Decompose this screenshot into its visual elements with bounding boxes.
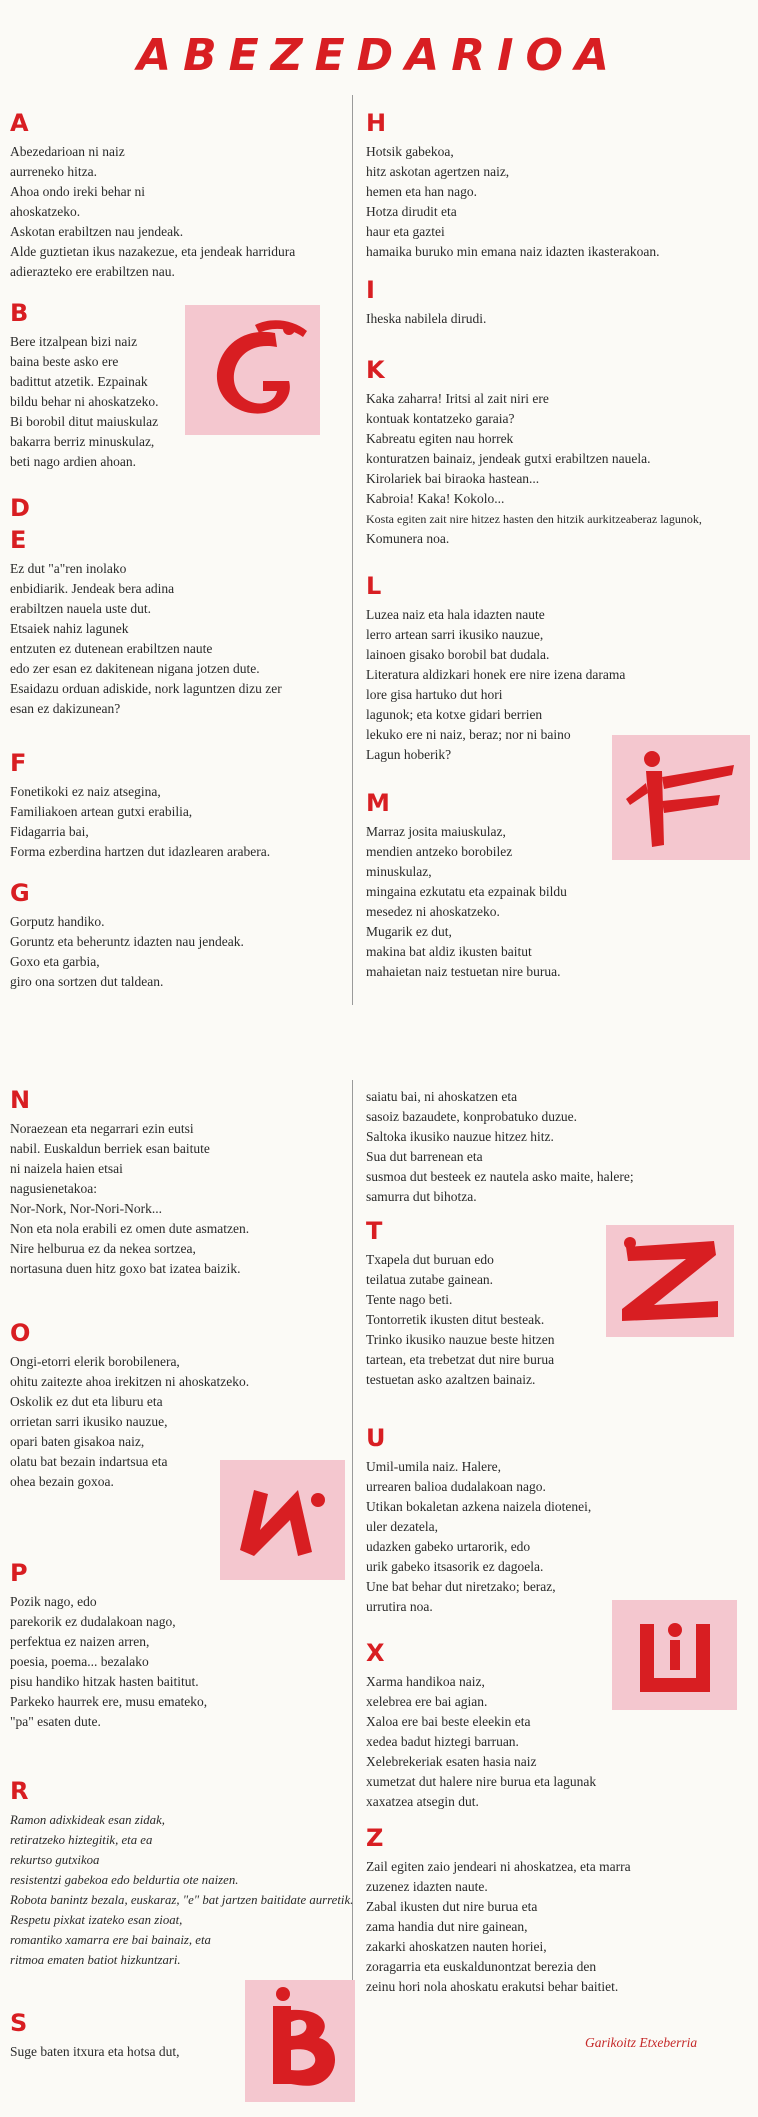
text-line: romantiko xamarra ere bai bainaiz, eta	[10, 1933, 211, 1947]
letter-p: P	[10, 1559, 28, 1587]
text-line: hamaika buruko min emana naiz idazten ikasterakoan.	[366, 244, 660, 259]
entry-a	[10, 110, 295, 282]
letter-h: H	[366, 109, 387, 137]
text-line: Marraz josita maiuskulaz,	[366, 824, 506, 839]
text-line: adierazteko ere erabiltzen nau.	[10, 264, 175, 279]
entry-o-text	[10, 1352, 249, 1492]
page-two	[0, 1060, 758, 2117]
entry-o	[10, 1320, 249, 1492]
entry-l-text	[366, 605, 625, 765]
text-line: nortasuna duen hitz goxo bat izatea baizik.	[10, 1261, 241, 1276]
text-line: hemen eta han nago.	[366, 184, 477, 199]
text-line: Bere itzalpean bizi naiz	[10, 334, 138, 349]
text-line: makina bat aldiz ikusten baitut	[366, 944, 532, 959]
text-line: zeinu hori nola ahoskatu erakutsi behar baitiet.	[366, 1979, 619, 1994]
text-line: zama handia dut nire gainean,	[366, 1919, 528, 1934]
text-line: zakarki ahoskatzen nauten horiei,	[366, 1939, 547, 1954]
text-line: teilatua zutabe gainean.	[366, 1272, 494, 1287]
entry-b-text	[10, 332, 158, 472]
text-line: nabil. Euskaldun berriek esan baitute	[10, 1141, 210, 1156]
text-line: badittut atzetik. Ezpainak	[10, 374, 148, 389]
letter-n: N	[10, 1086, 31, 1114]
text-line: urik gabeko itsasorik ez dagoela.	[366, 1559, 544, 1574]
entry-z-text	[366, 1857, 631, 1997]
letter-b: B	[10, 299, 29, 327]
text-line: perfektua ez naizen arren,	[10, 1634, 150, 1649]
text-line: Forma ezberdina hartzen dut idazlearen arabera.	[10, 844, 271, 859]
entry-i-text	[366, 309, 486, 329]
text-line: haur eta gaztei	[366, 224, 445, 239]
text-line: Trinko ikusiko nauzue beste hitzen	[366, 1332, 555, 1347]
column-divider	[352, 95, 353, 1005]
text-line: Etsaiek nahiz lagunek	[10, 621, 129, 636]
entry-p-text	[10, 1592, 207, 1732]
letter-m: M	[366, 789, 390, 817]
letter-n-illustration	[220, 1460, 345, 1580]
text-line: Respetu pixkat izateko esan zioat,	[10, 1913, 183, 1927]
text-line: hitz askotan agertzen naiz,	[366, 164, 510, 179]
entry-u	[366, 1425, 591, 1617]
text-line: Mugarik ez dut,	[366, 924, 452, 939]
text-line: olatu bat bezain indartsua eta	[10, 1454, 168, 1469]
letter-k: K	[366, 356, 385, 384]
text-line: Ramon adixkideak esan zidak,	[10, 1813, 165, 1827]
text-line: testuetan asko azaltzen bainaiz.	[366, 1372, 536, 1387]
text-line: ritmoa ematen batiot hizkuntzari.	[10, 1953, 181, 1967]
g-figure-icon	[185, 305, 320, 435]
b-figure-icon	[245, 1980, 355, 2102]
entry-t-text	[366, 1250, 554, 1390]
text-line: xumetzat dut halere nire burua eta lagunak	[366, 1774, 597, 1789]
z-figure-icon	[606, 1225, 734, 1337]
letter-g: G	[10, 879, 30, 907]
text-line: parekorik ez dudalakoan nago,	[10, 1614, 176, 1629]
text-line: Zail egiten zaio jendeari ni ahoskatzea, eta marra	[366, 1859, 631, 1874]
text-line: resistentzi gabekoa edo beldurtia ote naizen.	[10, 1873, 239, 1887]
letter-e: E	[10, 526, 27, 554]
text-line: Abezedarioan ni naiz	[10, 144, 125, 159]
text-line: Lagun hoberik?	[366, 747, 452, 762]
entry-e-text	[10, 559, 282, 719]
text-line: Kabroia! Kaka! Kokolo...	[366, 491, 505, 506]
text-line: Ez dut "a"ren inolako	[10, 561, 127, 576]
text-line: baina beste asko ere	[10, 354, 119, 369]
text-line: sasoiz bazaudete, konprobatuko duzue.	[366, 1109, 578, 1124]
text-line: enbidiarik. Jendeak bera adina	[10, 581, 175, 596]
entry-n	[10, 1087, 249, 1279]
text-line: Fonetikoki ez naiz atsegina,	[10, 784, 161, 799]
text-line: Alde guztietan ikus nazakezue, eta jendeak harridura	[10, 244, 296, 259]
text-line: edo zer esan ez dakitenean nigana jotzen dute.	[10, 661, 260, 676]
text-line: Familiakoen artean gutxi erabilia,	[10, 804, 193, 819]
f-figure-icon	[612, 735, 750, 860]
text-line: zoragarria eta euskaldunontzat berezia den	[366, 1959, 597, 1974]
entry-z	[366, 1825, 631, 1997]
author-signature: Garikoitz Etxeberria	[585, 2035, 698, 2050]
page-title: ABEZEDARIOA	[137, 30, 621, 81]
text-line: Non eta nola erabili ez omen dute asmatzen.	[10, 1221, 250, 1236]
entry-s-continued	[366, 1087, 634, 1207]
entry-s	[10, 2010, 179, 2062]
text-line: Pozik nago, edo	[10, 1594, 97, 1609]
text-line: xedea badut hiztegi barruan.	[366, 1734, 519, 1749]
text-line: Sua dut barrenean eta	[366, 1149, 483, 1164]
text-line: pisu handiko hitzak hasten baititut.	[10, 1674, 199, 1689]
entry-u-text	[366, 1457, 591, 1617]
text-line: esan ez dakizunean?	[10, 701, 121, 716]
text-line: Zabal ikusten dut nire burua eta	[366, 1899, 538, 1914]
entry-k-text	[366, 389, 702, 549]
text-line: lekuko ere ni naiz, beraz; nor ni baino	[366, 727, 571, 742]
text-line: Xaloa ere bai beste eleekin eta	[366, 1714, 531, 1729]
entry-r	[10, 1778, 353, 1970]
text-line: tartean, eta trebetzat dut nire burua	[366, 1352, 555, 1367]
entry-x	[366, 1640, 596, 1812]
text-line: mesedez ni ahoskatzeko.	[366, 904, 500, 919]
text-line: Kaka zaharra! Iritsi al zait niri ere	[366, 391, 549, 406]
text-line: lagunok; eta kotxe gidari berrien	[366, 707, 543, 722]
text-line: Une bat behar dut niretzako; beraz,	[366, 1579, 556, 1594]
text-line: Ongi-etorri elerik borobilenera,	[10, 1354, 180, 1369]
text-line: Goxo eta garbia,	[10, 954, 100, 969]
text-line: lainoen gisako borobil bat dudala.	[366, 647, 550, 662]
entry-a-text	[10, 142, 295, 282]
text-line: "pa" esaten dute.	[10, 1714, 101, 1729]
letter-d: D	[10, 494, 30, 522]
text-line: ni naizela haien etsai	[10, 1161, 123, 1176]
letter-g-illustration	[185, 305, 320, 435]
letter-f: F	[10, 749, 27, 777]
entry-x-text	[366, 1672, 596, 1812]
entry-t	[366, 1218, 554, 1390]
text-line: giro ona sortzen dut taldean.	[10, 974, 164, 989]
text-line: urrearen balioa dudalakoan nago.	[366, 1479, 546, 1494]
entry-m	[366, 790, 567, 982]
text-line: minuskulaz,	[366, 864, 432, 879]
text-line: orrietan sarri ikusiko nauzue,	[10, 1414, 168, 1429]
text-line: Kosta egiten zait nire hitzez hasten den hitzik aurkitzeaberaz lagunok,	[366, 512, 702, 526]
text-line: Noraezean eta negarrari ezin eutsi	[10, 1121, 194, 1136]
entry-k	[366, 357, 702, 549]
text-line: Komunera noa.	[366, 531, 450, 546]
text-line: Iheska nabilela dirudi.	[366, 311, 487, 326]
text-line: Askotan erabiltzen nau jendeak.	[10, 224, 184, 239]
text-line: nagusienetakoa:	[10, 1181, 97, 1196]
text-line: ohitu zaitezte ahoa irekitzen ni ahoskatzeko.	[10, 1374, 250, 1389]
letter-t: T	[366, 1217, 383, 1245]
text-line: Umil-umila naiz. Halere,	[366, 1459, 501, 1474]
text-line: Suge baten itxura eta hotsa dut,	[10, 2044, 180, 2059]
letter-s: S	[10, 2009, 28, 2037]
entry-f-text	[10, 782, 270, 862]
text-line: Parkeko haurrek ere, musu emateko,	[10, 1694, 208, 1709]
letter-o: O	[10, 1319, 31, 1347]
text-line: opari baten gisakoa naiz,	[10, 1434, 145, 1449]
page-one	[0, 95, 758, 1015]
text-line: udazken gabeko urtarorik, edo	[366, 1539, 531, 1554]
entry-b	[10, 300, 158, 472]
letter-b-illustration	[245, 1980, 355, 2102]
text-line: bildu behar ni ahoskatzeko.	[10, 394, 159, 409]
text-line: konturatzen bainaiz, jendeak gutxi erabiltzen nauela.	[366, 451, 651, 466]
text-line: urrutira noa.	[366, 1599, 433, 1614]
letter-f-illustration	[612, 735, 750, 860]
letter-u: U	[366, 1424, 386, 1452]
text-line: rekurtso gutxikoa	[10, 1853, 100, 1867]
text-line: erabiltzen nauela uste dut.	[10, 601, 151, 616]
entry-p	[10, 1560, 207, 1732]
entry-d-e	[10, 495, 282, 719]
text-line: Kabreatu egiten nau horrek	[366, 431, 514, 446]
text-line: Saltoka ikusiko nauzue hitzez hitz.	[366, 1129, 554, 1144]
text-line: Fidagarria bai,	[10, 824, 89, 839]
text-line: samurra dut bihotza.	[366, 1189, 477, 1204]
letter-a: A	[10, 109, 29, 137]
text-line: Bi borobil ditut maiuskulaz	[10, 414, 159, 429]
text-line: kontuak kontatzeko garaia?	[366, 411, 515, 426]
n-figure-icon	[220, 1460, 345, 1580]
text-line: mahaietan naiz testuetan nire burua.	[366, 964, 561, 979]
letter-z-illustration	[606, 1225, 734, 1337]
text-line: beti nago ardien ahoan.	[10, 454, 136, 469]
text-line: Luzea naiz eta hala idazten naute	[366, 607, 545, 622]
entry-s-text	[10, 2042, 179, 2062]
letter-u-illustration	[612, 1600, 737, 1710]
letter-r: R	[10, 1777, 29, 1805]
text-line: retiratzeko hiztegitik, eta ea	[10, 1833, 153, 1847]
text-line: aurreneko hitza.	[10, 164, 97, 179]
text-line: Gorputz handiko.	[10, 914, 105, 929]
text-line: Kirolariek bai biraoka hastean...	[366, 471, 540, 486]
text-line: Literatura aldizkari honek ere nire izena darama	[366, 667, 626, 682]
entry-h-text	[366, 142, 660, 262]
entry-m-text	[366, 822, 567, 982]
letter-l: L	[366, 572, 382, 600]
text-line: susmoa dut besteek ez nautela asko maite, halere;	[366, 1169, 634, 1184]
text-line: Tontorretik ikusten ditut besteak.	[366, 1312, 545, 1327]
entry-f	[10, 750, 270, 862]
text-line: Xarma handikoa naiz,	[366, 1674, 485, 1689]
text-line: xaxatzea atsegin dut.	[366, 1794, 479, 1809]
entry-g	[10, 880, 244, 992]
text-line: Hotsik gabekoa,	[366, 144, 454, 159]
text-line: xelebrea ere bai agian.	[366, 1694, 488, 1709]
text-line: Tente nago beti.	[366, 1292, 453, 1307]
u-figure-icon	[612, 1600, 737, 1710]
entry-s-continued-text	[366, 1087, 634, 1207]
text-line: Nor-Nork, Nor-Nori-Nork...	[10, 1201, 163, 1216]
letter-x: X	[366, 1639, 385, 1667]
text-line: ahoskatzeko.	[10, 204, 81, 219]
entry-h	[366, 110, 660, 262]
text-line: Txapela dut buruan edo	[366, 1252, 494, 1267]
text-line: ohea bezain goxoa.	[10, 1474, 114, 1489]
text-line: Xelebrekeriak esaten hasia naiz	[366, 1754, 537, 1769]
text-line: Oskolik ez dut eta liburu eta	[10, 1394, 163, 1409]
text-line: Utikan bokaletan azkena naizela diotenei,	[366, 1499, 592, 1514]
text-line: Nire helburua ez da nekea sortzea,	[10, 1241, 196, 1256]
letter-z: Z	[366, 1824, 384, 1852]
text-line: zuzenez idazten naute.	[366, 1879, 488, 1894]
entry-i	[366, 277, 486, 329]
text-line: uler dezatela,	[366, 1519, 438, 1534]
text-line: lore gisa hartuko dut hori	[366, 687, 503, 702]
text-line: poesia, poema... bezalako	[10, 1654, 149, 1669]
text-line: mendien antzeko borobilez	[366, 844, 513, 859]
entry-n-text	[10, 1119, 249, 1279]
text-line: entzuten ez dutenean erabiltzen naute	[10, 641, 213, 656]
text-line: Robota banintz bezala, euskaraz, "e" bat jartzen baitidate aurretik.	[10, 1893, 354, 1907]
entry-g-text	[10, 912, 244, 992]
text-line: saiatu bai, ni ahoskatzen eta	[366, 1089, 518, 1104]
text-line: Ahoa ondo ireki behar ni	[10, 184, 145, 199]
entry-l	[366, 573, 625, 765]
text-line: lerro artean sarri ikusiko nauzue,	[366, 627, 544, 642]
text-line: Hotza dirudit eta	[366, 204, 457, 219]
text-line: mingaina ezkutatu eta ezpainak bildu	[366, 884, 567, 899]
text-line: Esaidazu orduan adiskide, nork laguntzen dizu zer	[10, 681, 282, 696]
letter-i: I	[366, 276, 375, 304]
text-line: Goruntz eta beheruntz idazten nau jendeak.	[10, 934, 244, 949]
entry-r-text	[10, 1810, 353, 1970]
text-line: bakarra berriz minuskulaz,	[10, 434, 155, 449]
